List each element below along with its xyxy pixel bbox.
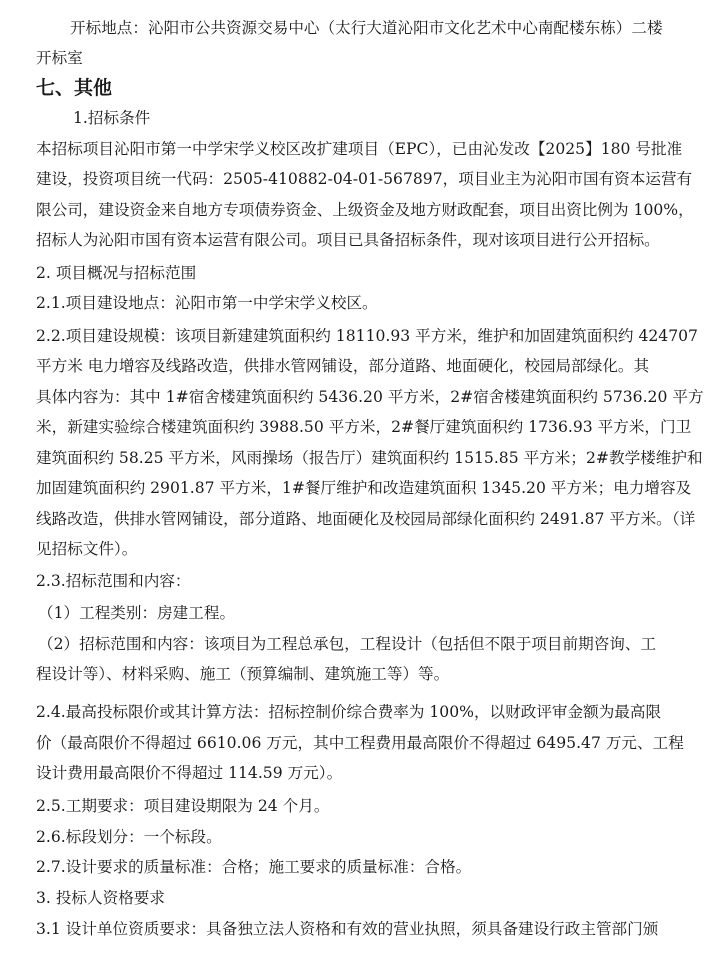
paragraph-line-3: 限公司，建设资金来自地方专项债券资金、上级资金及地方财政配套，项目出资比例为 100%， <box>36 201 694 219</box>
item-2-1: 2.1.项目建设地点：沁阳市第一中学宋学义校区。 <box>36 294 378 312</box>
section-seven-heading: 七、其他 <box>36 77 113 99</box>
item-2-3-2-line-2: 程设计等）、材料采购、施工（预算编制、建筑施工等）等。 <box>36 665 450 683</box>
paragraph-line-4: 招标人为沁阳市国有资本运营有限公司。项目已具备招标条件，现对该项目进行公开招标。 <box>36 231 660 249</box>
item-2-4-line-2: 价（最高限价不得超过 6610.06 万元，其中工程费用最高限价不得超过 6495.47 万元、工程 <box>36 734 684 752</box>
item-2-2-line-7: 线路改造，供排水管网铺设，部分道路、地面硬化及校园局部绿化面积约 2491.87 平方米。（详 <box>36 510 696 528</box>
item-2-2-line-3: 具体内容为：其中 1#宿舍楼建筑面积约 5436.20 平方米，2#宿舍楼建筑面积约 5736.20 平方 <box>36 388 704 406</box>
item-2-7: 2.7.设计要求的质量标准：合格；施工要求的质量标准：合格。 <box>36 858 472 876</box>
item-2-4-line-1: 2.4.最高投标限价或其计算方法：招标控制价综合费率为 100%，以财政评审金额为最高限 <box>36 703 662 721</box>
item-2-3-1: （1）工程类别：房建工程。 <box>38 604 236 622</box>
opening-location-line: 开标地点：沁阳市公共资源交易中心（太行大道沁阳市文化艺术中心南配楼东栋）二楼 <box>70 19 663 37</box>
paragraph-line-1: 本招标项目沁阳市第一中学宋学义校区改扩建项目（EPC），已由沁发改【2025】180 号批准 <box>36 140 683 158</box>
item-2-2-line-5: 建筑面积约 58.25 平方米，风雨操场（报告厅）建筑面积约 1515.85 平方米；2#教学楼维护和 <box>36 449 703 467</box>
section-2-title: 2. 项目概况与招标范围 <box>36 264 197 282</box>
item-2-2-line-1: 2.2.项目建设规模：该项目新建建筑面积约 18110.93 平方米，维护和加固建筑面积约 424707 <box>36 327 698 345</box>
item-2-2-line-8: 见招标文件）。 <box>36 540 138 558</box>
item-2-3-2-line-1: （2）招标范围和内容：该项目为工程总承包，工程设计（包括但不限于项目前期咨询、工 <box>38 635 657 653</box>
item-2-2-line-4: 米，新建实验综合楼建筑面积约 3988.50 平方米，2#餐厅建筑面积约 1736.93 平方米，门卫 <box>36 418 692 436</box>
item-2-3-title: 2.3.招标范围和内容： <box>36 572 191 590</box>
opening-room-line: 开标室 <box>36 49 83 67</box>
subsection-1-title: 1.招标条件 <box>73 109 151 127</box>
item-2-5: 2.5.工期要求：项目建设期限为 24 个月。 <box>36 797 330 815</box>
item-2-6: 2.6.标段划分：一个标段。 <box>36 828 222 846</box>
paragraph-line-2: 建设，投资项目统一代码：2505-410882-04-01-567897，项目业主为沁阳市国有资本运营有 <box>36 170 693 188</box>
section-3-title: 3. 投标人资格要求 <box>36 889 165 907</box>
item-2-2-line-2: 平方米 电力增容及线路改造，供排水管网铺设，部分道路、地面硬化，校园局部绿化。其 <box>36 357 650 375</box>
item-3-1: 3.1 设计单位资质要求：具备独立法人资格和有效的营业执照，须具备建设行政主管部门颁 <box>36 920 659 938</box>
item-2-2-line-6: 加固建筑面积约 2901.87 平方米，1#餐厅维护和改造建筑面积 1345.20 平方米；电力增容及 <box>36 479 692 497</box>
item-2-4-line-3: 设计费用最高限价不得超过 114.59 万元）。 <box>36 764 343 782</box>
